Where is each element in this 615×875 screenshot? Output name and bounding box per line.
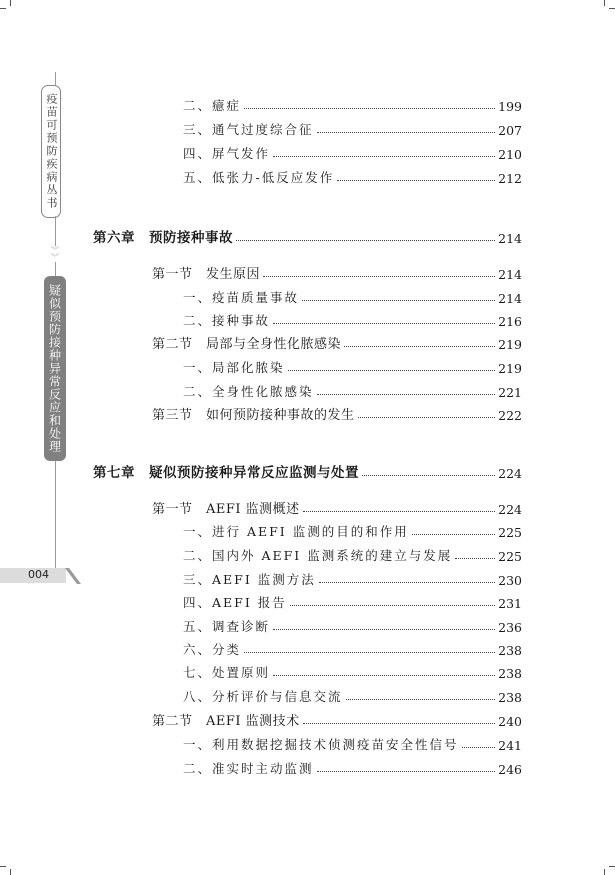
sidebar-line <box>55 72 56 85</box>
entry-title: 四、屏气发作 <box>183 146 271 161</box>
crop-mark <box>10 869 11 875</box>
subsection-entry <box>183 591 522 611</box>
entry-page-number: 219 <box>498 337 522 352</box>
entry-page-number: 222 <box>498 408 522 423</box>
entry-title: 一、进行 AEFI 监测的目的和作用 <box>183 524 409 539</box>
entry-page-number: 214 <box>498 231 522 246</box>
entry-title: 第三节 如何预防接种事故的发生 <box>152 408 355 423</box>
dot-leader <box>412 534 495 535</box>
dot-leader <box>317 771 496 772</box>
dot-leader <box>244 652 495 653</box>
dot-leader <box>263 276 495 277</box>
series-label: 疫苗可预防疾病丛书 <box>41 85 61 218</box>
subsection-entry <box>183 286 522 306</box>
entry-page-number: 238 <box>498 643 522 658</box>
entry-title: 七、处置原则 <box>183 665 271 680</box>
entry-title: 二、全身性化脓感染 <box>183 384 314 399</box>
entry-page-number: 236 <box>498 620 522 635</box>
page-number: 004 <box>28 568 49 581</box>
dot-leader <box>337 180 495 181</box>
dot-leader <box>273 675 495 676</box>
entry-page-number: 238 <box>498 690 522 705</box>
entry-title: 五、低张力-低反应发作 <box>183 170 335 185</box>
entry-page-number: 224 <box>498 502 522 517</box>
entry-page-number: 216 <box>498 314 522 329</box>
section-entry <box>152 709 522 729</box>
section-entry <box>152 332 522 352</box>
dot-leader <box>462 747 496 748</box>
subsection-entry <box>183 733 522 753</box>
subsection-entry <box>183 544 522 564</box>
subsection-entry <box>183 380 522 400</box>
entry-page-number: 230 <box>498 573 522 588</box>
entry-title: 一、局部化脓染 <box>183 360 285 375</box>
entry-title: 第二节 局部与全身性化脓感染 <box>152 337 342 352</box>
dot-leader <box>344 346 495 347</box>
crop-mark <box>0 8 6 9</box>
entry-page-number: 231 <box>498 596 522 611</box>
crop-mark <box>609 8 615 9</box>
sidebar-line <box>55 461 56 568</box>
subsection-entry <box>183 757 522 777</box>
entry-page-number: 224 <box>498 466 522 481</box>
dot-leader <box>362 475 495 476</box>
crop-mark <box>10 0 11 6</box>
subsection-entry <box>183 638 522 658</box>
dot-leader <box>244 108 495 109</box>
entry-title: 四、AEFI 报告 <box>183 595 287 610</box>
entry-page-number: 219 <box>498 361 522 376</box>
entry-title: 五、调查诊断 <box>183 619 271 634</box>
entry-title: 二、接种事故 <box>183 313 271 328</box>
subsection-entry <box>183 166 522 186</box>
subsection-entry <box>183 309 522 329</box>
subsection-entry <box>183 118 522 138</box>
section-entry <box>152 262 522 282</box>
subsection-entry <box>183 615 522 635</box>
entry-title: 二、准实时主动监测 <box>183 761 314 776</box>
sidebar-line <box>55 216 56 246</box>
dot-leader <box>317 394 496 395</box>
entry-page-number: 241 <box>498 738 522 753</box>
section-entry <box>152 403 522 423</box>
entry-title: 第二节 AEFI 监测技术 <box>152 714 300 729</box>
crop-mark <box>609 866 615 867</box>
crop-mark <box>0 866 6 867</box>
entry-page-number: 199 <box>498 99 522 114</box>
entry-title: 第一节 发生原因 <box>152 267 261 282</box>
dot-leader <box>273 629 495 630</box>
entry-title: 第六章 预防接种事故 <box>93 230 233 246</box>
entry-page-number: 225 <box>498 525 522 540</box>
entry-page-number: 246 <box>498 762 522 777</box>
entry-title: 一、疫苗质量事故 <box>183 290 300 305</box>
dot-leader <box>236 240 495 241</box>
entry-title: 二、癔症 <box>183 98 242 113</box>
dot-leader <box>317 132 496 133</box>
entry-title: 三、AEFI 监测方法 <box>183 572 316 587</box>
dot-leader <box>358 417 496 418</box>
dot-leader <box>288 370 496 371</box>
entry-title: 二、国内外 AEFI 监测系统的建立与发展 <box>183 548 453 563</box>
dot-leader <box>273 323 495 324</box>
entry-page-number: 212 <box>498 171 522 186</box>
crop-mark <box>604 0 605 6</box>
entry-page-number: 207 <box>498 123 522 138</box>
chevron-down-icon: ︾ ︾ <box>51 246 59 262</box>
subsection-entry <box>183 661 522 681</box>
page-corner-icon <box>65 566 83 586</box>
dot-leader <box>319 582 495 583</box>
subsection-entry <box>183 520 522 540</box>
entry-page-number: 238 <box>498 666 522 681</box>
dot-leader <box>455 558 495 559</box>
entry-title: 三、通气过度综合征 <box>183 122 314 137</box>
entry-title: 第七章 疑似预防接种异常反应监测与处置 <box>93 465 359 481</box>
chapter-entry <box>93 461 522 481</box>
dot-leader <box>290 605 495 606</box>
subsection-entry <box>183 94 522 114</box>
sidebar-line <box>55 262 56 276</box>
entry-page-number: 225 <box>498 549 522 564</box>
dot-leader <box>302 300 495 301</box>
dot-leader <box>303 723 495 724</box>
subsection-entry <box>183 356 522 376</box>
subsection-entry <box>183 142 522 162</box>
entry-title: 六、分类 <box>183 642 242 657</box>
entry-page-number: 210 <box>498 147 522 162</box>
entry-title: 八、分析评价与信息交流 <box>183 689 343 704</box>
section-entry <box>152 497 522 517</box>
crop-mark <box>604 869 605 875</box>
entry-page-number: 214 <box>498 291 522 306</box>
entry-page-number: 214 <box>498 267 522 282</box>
chapter-entry <box>93 226 522 246</box>
dot-leader <box>346 699 496 700</box>
dot-leader <box>273 156 495 157</box>
dot-leader <box>303 511 495 512</box>
entry-page-number: 221 <box>498 385 522 400</box>
entry-title: 第一节 AEFI 监测概述 <box>152 502 300 517</box>
entry-title: 一、利用数据挖掘技术侦测疫苗安全性信号 <box>183 737 459 752</box>
book-title-tab: 疑似预防接种异常反应和处理 <box>44 276 66 461</box>
subsection-entry <box>183 685 522 705</box>
entry-page-number: 240 <box>498 714 522 729</box>
subsection-entry <box>183 568 522 588</box>
